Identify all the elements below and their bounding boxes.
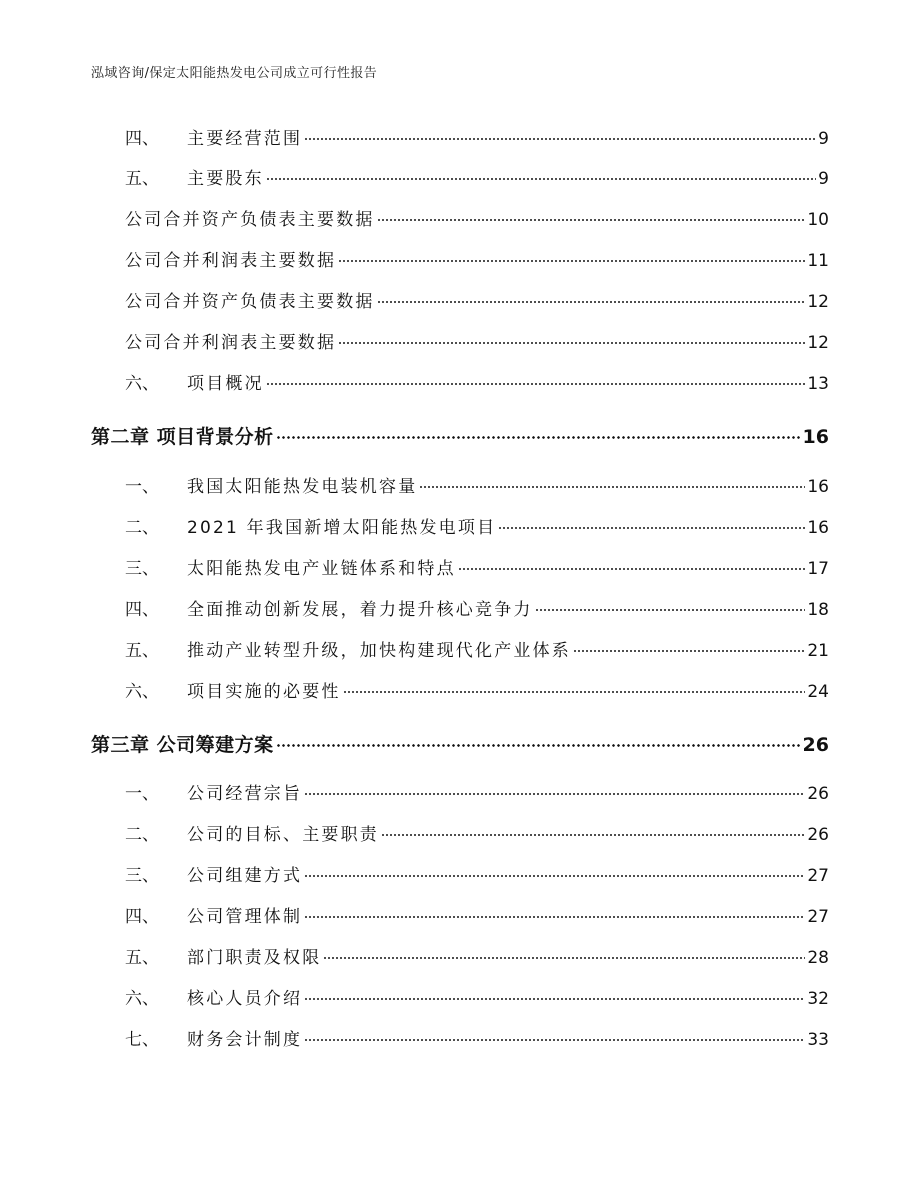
toc-dot-leader [323,943,805,963]
toc-dot-leader [377,205,806,225]
toc-section-entry[interactable] [125,472,829,497]
toc-entry-title: 第二章 项目背景分析 [91,425,274,448]
toc-page-number: 32 [807,989,829,1010]
toc-page-number: 26 [807,784,829,805]
toc-entry-number: 三、 [125,559,159,580]
toc-dot-leader [304,902,805,922]
toc-entry-title: 公司合并利润表主要数据 [125,333,337,354]
toc-entry-number: 三、 [125,866,159,887]
toc-page-number: 9 [818,169,829,190]
toc-entry-title: 公司管理体制 [187,907,303,928]
toc-entry-title: 公司组建方式 [187,866,303,887]
toc-dot-leader [304,861,805,881]
toc-entry-number: 六、 [125,374,159,395]
toc-dot-leader [419,472,805,492]
toc-entry-label [125,287,375,312]
toc-entry-number: 五、 [125,169,159,190]
toc-dot-leader [304,984,805,1004]
toc-dot-leader [266,164,816,184]
toc-entry-label [125,677,341,702]
toc-dot-leader [304,124,816,144]
toc-entry-title: 主要股东 [187,169,264,190]
toc-section-entry[interactable] [125,287,829,312]
toc-dot-leader [377,287,806,307]
toc-entry-title: 公司合并利润表主要数据 [125,251,337,272]
toc-entry-label [125,513,496,538]
toc-page-number: 16 [807,477,829,498]
toc-page-number: 28 [807,948,829,969]
toc-entry-label [125,124,302,149]
toc-dot-leader [535,595,806,615]
toc-entry-label [125,554,456,579]
toc-dot-leader [458,554,806,574]
toc-section-entry[interactable] [125,861,829,886]
toc-entry-label [91,730,274,757]
toc-section-entry[interactable] [125,902,829,927]
toc-entry-title: 主要经营范围 [187,129,303,150]
toc-entry-label [125,636,571,661]
toc-entry-number: 六、 [125,989,159,1010]
toc-dot-leader [381,820,805,840]
toc-dot-leader [338,328,805,348]
toc-section-entry[interactable] [125,369,829,394]
toc-section-entry[interactable] [125,246,829,271]
toc-entry-title: 公司的目标、主要职责 [187,825,379,846]
toc-entry-title: 项目实施的必要性 [187,682,341,703]
toc-entry-label [125,943,321,968]
toc-page-number: 17 [807,559,829,580]
toc-entry-number: 四、 [125,600,159,621]
toc-page-number: 12 [807,333,829,354]
toc-entry-label [125,246,336,271]
toc-page-number: 21 [807,641,829,662]
toc-section-entry[interactable] [125,984,829,1009]
toc-entry-label [125,820,379,845]
toc-entry-label [125,595,533,620]
toc-dot-leader [304,1025,805,1045]
toc-entry-title: 财务会计制度 [187,1030,303,1051]
toc-entry-title: 第三章 公司筹建方案 [91,733,274,756]
toc-dot-leader [573,636,805,656]
toc-page-number: 33 [807,1030,829,1051]
toc-section-entry[interactable] [125,677,829,702]
toc-entry-number: 一、 [125,784,159,805]
toc-page-number: 16 [802,425,829,448]
toc-entry-label [125,902,302,927]
toc-dot-leader [338,246,805,266]
toc-entry-label [125,1025,302,1050]
toc-page-number: 13 [807,374,829,395]
toc-entry-title: 公司经营宗旨 [187,784,303,805]
toc-entry-title: 核心人员介绍 [187,989,303,1010]
toc-section-entry[interactable] [125,328,829,353]
toc-entry-title: 推动产业转型升级，加快构建现代化产业体系 [187,641,571,662]
toc-page-number: 26 [802,733,829,756]
toc-page-number: 11 [807,251,829,272]
toc-entry-number: 四、 [125,129,159,150]
toc-entry-label [125,779,302,804]
toc-dot-leader [343,677,806,697]
toc-entry-label [125,472,417,497]
toc-entry-title: 2021 年我国新增太阳能热发电项目 [187,518,497,539]
toc-section-entry[interactable] [125,943,829,968]
toc-section-entry[interactable] [125,636,829,661]
toc-entry-number: 二、 [125,518,159,539]
toc-entry-label [125,984,302,1009]
toc-entry-number: 二、 [125,825,159,846]
toc-dot-leader [266,369,806,389]
toc-page-number: 16 [807,518,829,539]
toc-page-number: 26 [807,825,829,846]
toc-entry-number: 一、 [125,477,159,498]
toc-entry-number: 五、 [125,641,159,662]
toc-section-entry[interactable] [125,554,829,579]
toc-section-entry[interactable] [125,1025,829,1050]
toc-entry-label [125,861,302,886]
toc-entry-number: 四、 [125,907,159,928]
toc-section-entry[interactable] [125,595,829,620]
toc-section-entry[interactable] [125,124,829,149]
toc-section-entry[interactable] [125,820,829,845]
toc-page-number: 10 [807,210,829,231]
toc-chapter-entry[interactable] [91,728,829,757]
toc-entry-label [125,205,375,230]
toc-entry-title: 我国太阳能热发电装机容量 [187,477,418,498]
toc-entry-label [125,369,264,394]
toc-entry-title: 公司合并资产负债表主要数据 [125,210,375,231]
toc-entry-number: 七、 [125,1030,159,1051]
toc-entry-title: 全面推动创新发展，着力提升核心竞争力 [187,600,533,621]
toc-entry-number: 六、 [125,682,159,703]
toc-page-number: 9 [818,129,829,150]
toc-page-number: 27 [807,866,829,887]
toc-page-number: 24 [807,682,829,703]
toc-dot-leader [276,420,801,443]
toc-entry-title: 部门职责及权限 [187,948,322,969]
toc-chapter-entry[interactable] [91,420,829,449]
running-header: 泓域咨询/保定太阳能热发电公司成立可行性报告 [91,66,378,81]
toc-section-entry[interactable] [125,779,829,804]
toc-dot-leader [304,779,805,799]
toc-entry-label [125,164,264,189]
toc-section-entry[interactable] [125,205,829,230]
toc-page-number: 18 [807,600,829,621]
toc-page-number: 27 [807,907,829,928]
toc-section-entry[interactable] [125,513,829,538]
toc-page-number: 12 [807,292,829,313]
toc-entry-title: 项目概况 [187,374,264,395]
toc-entry-number: 五、 [125,948,159,969]
toc-dot-leader [276,728,801,751]
toc-entry-title: 公司合并资产负债表主要数据 [125,292,375,313]
toc-entry-label [125,328,336,353]
toc-dot-leader [498,513,805,533]
toc-entry-label [91,422,274,449]
toc-section-entry[interactable] [125,164,829,189]
toc-entry-title: 太阳能热发电产业链体系和特点 [187,559,456,580]
